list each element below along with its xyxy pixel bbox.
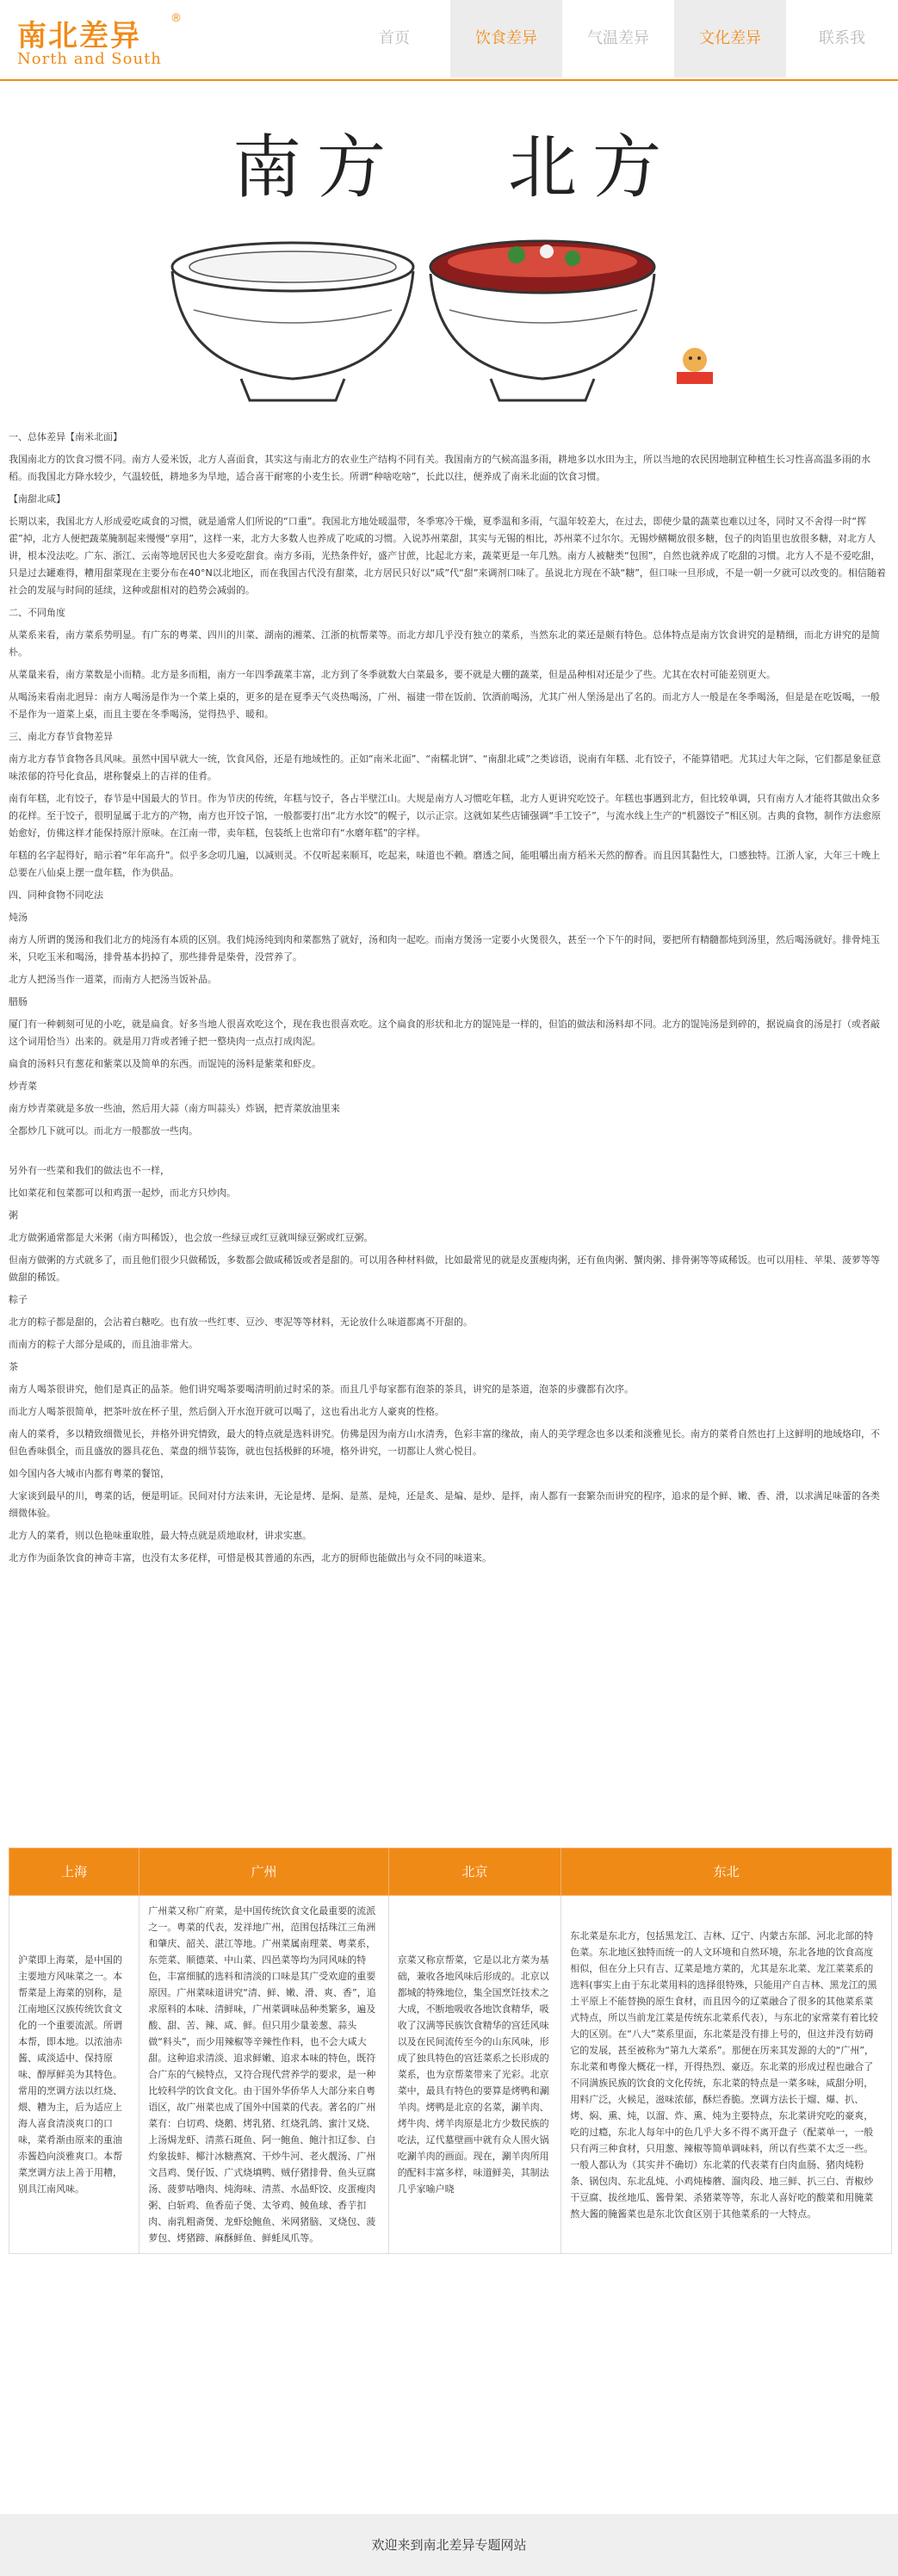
paragraph: 但南方做粥的方式就多了，而且他们很少只做稀饭，多数都会做咸稀饭或者是甜的。可以用各种材料做，比如最常见的就是皮蛋瘦肉粥，还有鱼肉粥、蟹肉粥、排骨粥等等咸稀饭。也可以用桂、苹果、菠萝等等做甜的稀饭。	[9, 1254, 880, 1283]
paragraph: 长期以来，我国北方人形成爱吃咸食的习惯，就是通常人们所说的“口重”。我国北方地处暖温带，冬季寒冷干燥，夏季温和多雨，气温年较差大，在过去，即使少量的蔬菜也难以过冬，同时又不舍得一时“挥霍”掉，北方人便把蔬菜腌制起来慢慢“享用”，这样一来，北方大多数人也养成了吃咸的习惯。入说苏州菜甜，其实与无锡的相比，苏州菜不过尔尔。无锡炒鳝糊放很多糖，包子的肉馅里也放很多糖，对北方人讲，根本没法吃。广东、浙江、云南等地居民也大多爱吃甜食。南方多雨，光热条件好，盛产甘蔗，比起北方来，蔬菜更是一年几熟。南方人被糖类“包围”，自然也就养成了吃甜的习惯。北方人不是不爱吃甜，只是过去罐难得，糟用甜菜现在主要分布在40°N以北地区，而在我国古代没有甜菜，北方居民只好以“咸”代“甜”来调剂口味了。虽说北方现在不缺“糖”，但口味一旦形成，不是一朝一夕就可以改变的。相信随着社会的发展与时间的延续，这种或甜相对的趋势会减弱的。	[9, 516, 886, 596]
paragraph: 北方人把汤当作一道菜，而南方人把汤当饭补品。	[9, 974, 217, 985]
section-title: 粥	[9, 1210, 18, 1221]
section-title: 茶	[9, 1361, 18, 1372]
paragraph: 南方炒青菜就是多放一些油，然后用大蒜（南方叫蒜头）炸锅，把青菜放油里来	[9, 1103, 340, 1114]
bowls-illustration	[129, 95, 732, 422]
cell-guangzhou: 广州菜又称广府菜，是中国传统饮食文化最重要的流派之一。粤菜的代表，发祥地广州，范围包括珠江三角洲和肇庆、韶关、湛江等地。广州菜属南理菜、粤菜系，东莞菜、顺德菜、中山菜、四邑菜等均为同风味的特色，丰富细腻的选料和清淡的口味是其广受欢迎的重要原因。广州菜味道讲究“清、鲜、嫩、滑、爽、香”，追求原料的本味、清鲜味，广州菜调味品种类繁多，遍及酸、甜、苦、辣、咸、鲜。但只用少量姜葱、蒜头做“料头”，而少用辣椒等辛辣性作料，也不会大咸大甜。这种追求清淡、追求鲜嫩、追求本味的特色，既符合广东的气候特点，又符合现代营养学的要求，是一种比较科学的饮食文化。由于国外华侨华人大部分来自粤语区，故广州菜也成了国外中国菜的代表。著名的广州菜有：白切鸡、烧鹅、烤乳猪、红烧乳鸽、蜜汁叉烧、上汤焗龙虾、清蒸石斑鱼、阿一鲍鱼、鲍汁扣辽参、白灼象拔蚌、椰汁冰糖燕窝、干炒牛河、老火靓汤、广州文昌鸡、煲仔饭、广式烧填鸭、贼仔猪排骨、鱼头豆腐汤、菠萝咕噜肉、炖海味、清蒸、水晶虾饺、皮蛋瘦肉粥、白斩鸡、鱼香茄子煲、太爷鸡、鲮鱼球、香芋扣肉、南乳粗斋煲、龙虾烩鲍鱼、米网猪脑、叉烧包、菠萝包、烤猪蹄、麻酥鲜鱼、鲜蚝凤爪等。	[139, 1896, 388, 2254]
paragraph: 全都炒几下就可以。而北方一般都放一些肉。	[9, 1125, 198, 1136]
paragraph: 大家谈到最早的川，粤菜的话，便是明证。民间对付方法来讲，无论是烤、是焖、是蒸、是炖，还是炙、是煸、是炒、是拌，南人都有一套繁杂而讲究的程序，追求的是个鲜、嫩、香、滑，以求满足味蕾的各类细微体验。	[9, 1490, 880, 1519]
paragraph: 从喝汤来看南北迥异：南方人喝汤是作为一个菜上桌的，更多的是在夏季天气炎热喝汤，广州、福建一带在饭前、饮酒前喝汤，尤其广州人堡汤是出了名的。而北方人一般是在冬季喝汤，但是是在吃饭喝，一般不是作为一道菜上桌，而且主要在冬季喝汤，觉得热乎、暖和。	[9, 691, 880, 720]
table-row	[9, 1896, 892, 2254]
paragraph: 南方北方春节食物各具风味。虽然中国早就大一统，饮食风俗，还是有地域性的。正如“南米北面”、“南糯北饼”、“南甜北咸”之类谚语，说南有年糕、北有饺子，不能算错吧。尤其过大年之际，它们都是象征意味浓郁的符号化食品，堪称餐桌上的吉祥的佳肴。	[9, 753, 882, 782]
hero-title-north: 北方	[508, 127, 677, 207]
paragraph: 南方人喝茶很讲究，他们是真正的品茶。他们讲究喝茶要喝清明前过时采的茶。而且几乎每家都有泡茶的茶具，讲究的是茶道，泡茶的步骤都有次序。	[9, 1384, 634, 1395]
paragraph: 南有年糕，北有饺子，春节是中国最大的节日。作为节庆的传统，年糕与饺子，各占半壁江山。大规是南方人习惯吃年糕，北方人更讲究吃饺子。年糕也事遇到北方，但比较单调，只有南方人才能将其做出众多的花样。至于饺子，很明显属于北方的产物，南方也开饺子馆，一般都要打出“北方水饺”的幌子，以示正宗。这就如某些店铺强调“手工饺子”，与流水线上生产的“机器饺子”相区别。古典的食物，制作方法愈原始愈好，仿佛这样才能保持原汁原味。在江南一带，卖年糕，包装纸上也常印有“水磨年糕”的字样。	[9, 793, 882, 839]
section-title: 粽子	[9, 1294, 28, 1305]
cell-northeast: 东北菜是东北方，包括黑龙江、吉林、辽宁、内蒙古东部、河北北部的特色菜。东北地区独特而统一的人文环境和自然环境，东北各地的饮食高度相似，但在分上只有吉、辽菜是地方菜的，尤其是东北菜、龙江菜菜系的选料(事实上由于东北菜用料的选择很特殊，只能用产自吉林、黑龙江的黑土平原上不能替换的原生食材，而且因今的辽菜融合了很多的其他菜系菜式特点，所以当前龙江菜是传统东北菜系代表），与东北的家常菜有着比较大的区别。在“八大”菜系里面，东北菜是没有排上号的，但这并没有妨碍它的发展，甚至被称为“第九大菜系”。那便在历来其发源的大的“广州”，东北菜和粤像大概花一样，开得热烈、豪迈。东北菜的形成过程也融合了不同满族民族的饮食的文化传统，东北菜的特点是一菜多味，咸甜分明，用料广泛，火候足，滋味浓郁，酥烂香脆。烹调方法长于熘、爆、扒、烤、焖、熏、炖，以溜、炸、熏、炖为主要特点，东北菜讲究吃的豪爽，吃的过瘾，东北人每年中的色几乎大多不得不离开盘子（配菜单一，一般只有两三种食材，只用葱、辣椒等简单调味料，所以有些菜不太乏一些。一般人都认为（其实并不确切）东北菜的代表菜有白肉血肠、猪肉炖粉条、锅包肉、东北乱炖、小鸡炖榛蘑、溜肉段、地三鲜、扒三白、青椒炒干豆腐、拔丝地瓜、酱骨架、杀猪菜等等，东北人喜好吃的酸菜和用腌菜熬大酱的腌酱菜也是东北饮食区别于其他菜系的一大特点。	[561, 1896, 892, 2254]
paragraph: 南人的菜肴，多以精致细微见长，并格外讲究情致，最大的特点就是选料讲究。仿佛是因为南方山水清秀，色彩丰富的缘故，南人的美学理念也多以柔和淡雅见长。南方的菜肴自然也打上这鲜明的地域烙印，不但色香味俱全，而且盛放的器具花色、菜盘的细节装饰，就也包括极鲜的环境，格外讲究，一切都让人赏心悦目。	[9, 1428, 880, 1457]
section-title: 【南甜北咸】	[9, 493, 65, 505]
paragraph: 北方的粽子都是甜的，会沾着白糖吃。也有放一些红枣、豆沙、枣泥等等材料，无论放什么味道都离不开甜的。	[9, 1316, 473, 1328]
paragraph: 从菜系来看，南方菜系势明显。有广东的粤菜、四川的川菜、湖南的湘菜、江浙的杭帮菜等。而北方却几乎没有独立的菜系，当然东北的菜还是颇有特色。总体特点是南方饮食讲究的是精细，而北方讲究的是简朴。	[9, 629, 880, 658]
header-northeast: 东北	[561, 1848, 892, 1896]
hero-illustration	[129, 95, 732, 422]
paragraph: 另外有一些菜和我们的做法也不一样，	[9, 1165, 170, 1176]
nav-contact[interactable]: 联系我	[819, 29, 865, 47]
cell-shanghai: 沪菜即上海菜，是中国的主要地方风味菜之一。本帮菜是上海菜的别称，是江南地区汉族传统饮食文化的一个重要流派。所谓本帮，即本地。以浓油赤酱、咸淡适中、保持原味、醇厚鲜美为其特色。常用的烹调方法以红烧、煨、糟为主，后为适应上海人喜食清淡爽口的口味，菜肴渐由原来的重油赤酱趋向淡雅爽口。本帮菜烹调方法上善于用糟，别具江南风味。	[9, 1896, 139, 2254]
main-nav	[338, 0, 898, 77]
south-bowl-icon	[172, 243, 413, 400]
header-guangzhou: 广州	[139, 1848, 388, 1896]
nav-food-diff[interactable]: 饮食差异	[450, 0, 562, 77]
section-title: 一、总体差异【南米北面】	[9, 431, 122, 443]
section-title: 四、同种食物不同吃法	[9, 889, 103, 901]
footer-text: 欢迎来到南北差异专题网站	[371, 2537, 527, 2553]
spacer	[9, 1145, 887, 1157]
hero-title-south: 南方	[232, 127, 401, 207]
table-header-row	[9, 1848, 892, 1896]
nav-temperature-diff[interactable]: 气温差异	[587, 29, 649, 47]
paragraph: 北方做粥通常都是大米粥（南方叫稀饭），也会放一些绿豆或红豆就叫绿豆粥或红豆粥。	[9, 1232, 374, 1243]
logo-subtitle: North and South	[17, 50, 162, 68]
paragraph: 北方人的菜肴，则以色艳味重取胜，最大特点就是质地取材，讲求实惠。	[9, 1530, 312, 1541]
paragraph: 从菜量来看，南方菜数是小而精。北方是多而粗，南方一年四季蔬菜丰富，北方到了冬季就数大白菜最多，要不就是大棚的蔬菜，但是品种相对还是少了些。尤其在农村可能差别更大。	[9, 669, 776, 680]
north-bowl-icon	[430, 241, 654, 400]
site-logo[interactable]	[17, 12, 181, 71]
header-beijing: 北京	[388, 1848, 561, 1896]
header-shanghai: 上海	[9, 1848, 139, 1896]
paragraph: 厦门有一种刺刻可见的小吃，就是扁食。好多当地人很喜欢吃这个，现在我也很喜欢吃。这个扁食的形状和北方的馄饨是一样的，但馅的做法和汤料却不同。北方的馄饨汤是到碎的，据说扁食的汤是打（或者敲这个词用恰当）出来的。就是用刀背或者锤子把一整块肉一点点打成肉泥。	[9, 1019, 880, 1047]
paragraph: 南方人所谓的煲汤和我们北方的炖汤有本质的区别。我们炖汤纯到肉和菜都熟了就好，汤和肉一起吃。而南方煲汤一定要小火煲很久，甚至一个下午的时间，要把所有精髓都炖到汤里，然后喝汤就好。排骨炖玉米，只吃玉米和喝汤，排骨基本扔掉了，那些排骨是柴骨，没营养了。	[9, 934, 880, 963]
site-footer	[0, 2514, 898, 2576]
paragraph: 年糕的名字起得好，暗示着“年年高升”。似乎多念叨几遍，以减则灵。不仅听起来顺耳，吃起来，味道也不赖。磨透之间，能咀嚼出南方稻米天然的醇香。而且因其黏性大，口感独特。江浙人家，大年三十晚上总要在八仙桌上摆一盘年糕，作为供品。	[9, 850, 881, 878]
section-title: 二、不同角度	[9, 607, 65, 618]
regional-cuisine-table	[9, 1848, 892, 2254]
paragraph: 北方作为面条饮食的神奇丰富，也没有太多花样，可惜是极其普通的东西，北方的厨师也能做出与众不同的味道来。	[9, 1552, 492, 1564]
cell-beijing: 京菜又称京帮菜，它是以北方菜为基础，兼收各地风味后形成的。北京以都城的特殊地位，集全国烹饪技术之大成，不断地吸收各地饮食精华，吸收了汉满等民族饮食精华的宫廷风味以及在民间流传至今的山东风味，形成了独具特色的宫廷菜系之长形成的菜系，也为京帮菜带来了光彩。北京菜中，最具有特色的要算是烤鸭和涮羊肉。烤鸭是北京的名菜，涮羊肉、烤牛肉、烤羊肉原是北方少数民族的吃法，辽代墓壁画中就有众人围火锅吃涮羊肉的画面。现在，涮羊肉所用的配料丰富多样，味道鲜美，其制法几乎家喻户晓	[388, 1896, 561, 2254]
paragraph: 如今国内各大城市内都有粤菜的餐馆，	[9, 1468, 170, 1479]
article-content	[9, 429, 887, 1572]
logo-registered-mark: ®	[170, 12, 182, 25]
paragraph: 扁食的汤料只有葱花和紫菜以及简单的东西。而馄饨的汤料是紫菜和虾皮。	[9, 1058, 321, 1069]
section-title: 炖汤	[9, 912, 28, 923]
paragraph: 比如菜花和包菜都可以和鸡蛋一起炒，而北方只炒肉。	[9, 1187, 236, 1198]
section-title: 炒青菜	[9, 1081, 37, 1092]
paragraph: 而南方的粽子大部分是咸的，而且油非常大。	[9, 1339, 198, 1350]
paragraph: 而北方人喝茶很简单，把茶叶放在杯子里，然后倒入开水泡开就可以喝了，这也看出北方人豪爽的性格。	[9, 1406, 444, 1417]
nav-home[interactable]: 首页	[379, 29, 410, 47]
paragraph: 我国南北方的饮食习惯不同。南方人爱米饭，北方人喜面食，其实这与南北方的农业生产结构不同有关。我国南方的气候高温多雨，耕地多以水田为主，所以当地的农民因地制宜种植生长习性喜高温多雨的水稻。而我国北方降水较少，气温较低，耕地多为旱地，适合喜干耐寒的小麦生长。所谓“种啥吃啥”，长此以往，便养成了南米北面的饮食习惯。	[9, 454, 870, 482]
stamp-logo	[673, 344, 716, 387]
site-header	[0, 0, 898, 81]
section-title: 腊肠	[9, 996, 28, 1007]
section-title: 三、南北方春节食物差异	[9, 731, 113, 742]
nav-culture-diff[interactable]: 文化差异	[674, 0, 786, 77]
logo-title: 南北差异	[17, 19, 141, 53]
